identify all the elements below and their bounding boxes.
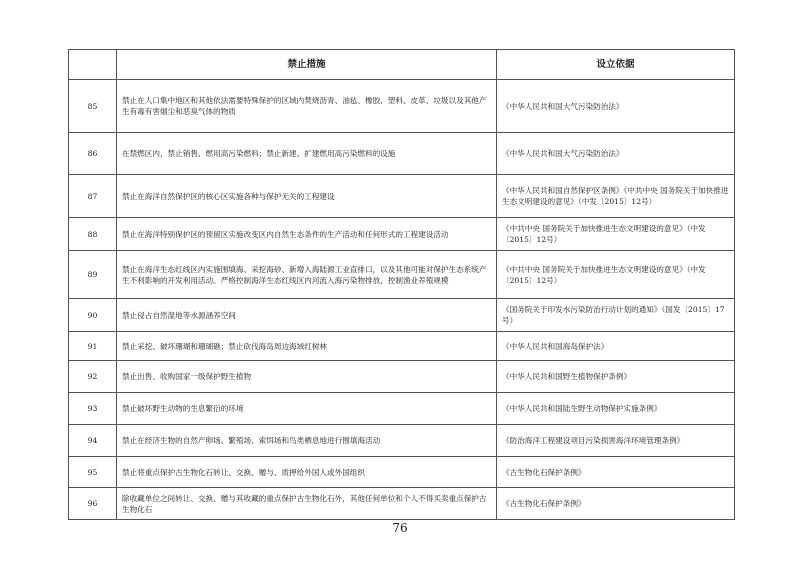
row-measure: 禁止在人口集中地区和其他依法需要特殊保护的区域内焚烧沥青、油毡、橡胶、塑料、皮革、垃圾以及其他产生有毒有害烟尘和恶臭气体的物质 [117, 80, 497, 133]
row-basis: 《中华人民共和国大气污染防治法》 [497, 133, 735, 175]
row-measure: 禁止在海洋生态红线区内实施围填海、采挖海砂、新增入海陆源工业直排口，以及其他可能对保护生态系统产生不利影响的开发利用活动。严格控制海洋生态红线区内河流入海污染物排放，控制渔业养殖规模 [117, 251, 497, 299]
row-number: 94 [69, 425, 117, 457]
row-number: 85 [69, 80, 117, 133]
header-basis: 设立依据 [497, 50, 735, 80]
row-measure: 禁止出售、收购国家一级保护野生植物 [117, 361, 497, 393]
prohibitions-table [68, 49, 735, 520]
row-number: 87 [69, 175, 117, 218]
table-row [69, 457, 735, 488]
table-row [69, 332, 735, 361]
table-row [69, 393, 735, 425]
row-basis: 《中华人民共和国陆生野生动物保护实施条例》 [497, 393, 735, 425]
row-number: 88 [69, 218, 117, 251]
row-basis: 《中华人民共和国大气污染防治法》 [497, 80, 735, 133]
row-number: 89 [69, 251, 117, 299]
page-number: 76 [392, 521, 408, 535]
row-number: 95 [69, 457, 117, 488]
row-basis: 《防治海洋工程建设项目污染损害海洋环境管理条例》 [497, 425, 735, 457]
row-number: 90 [69, 299, 117, 332]
row-measure: 禁止在海洋自然保护区的核心区实施各种与保护无关的工程建设 [117, 175, 497, 218]
row-basis: 《古生物化石保护条例》 [497, 457, 735, 488]
row-measure: 除收藏单位之间转让、交换、赠与其收藏的重点保护古生物化石外，其他任何单位和个人不得买卖重点保护古生物化石 [117, 488, 497, 520]
row-number: 93 [69, 393, 117, 425]
row-basis: 《中华人民共和国自然保护区条例》《中共中央 国务院关于加快推进生态文明建设的意见》（中发〔2015〕12号） [497, 175, 735, 218]
row-measure: 禁止采挖、破坏珊瑚和珊瑚礁；禁止砍伐海岛周边海域红树林 [117, 332, 497, 361]
table-row [69, 488, 735, 520]
row-number: 86 [69, 133, 117, 175]
row-basis: 《古生物化石保护条例》 [497, 488, 735, 520]
row-measure: 禁止将重点保护古生物化石转让、交换、赠与、质押给外国人或外国组织 [117, 457, 497, 488]
header-number [69, 50, 117, 80]
table-row [69, 175, 735, 218]
row-basis: 《中共中央 国务院关于加快推进生态文明建设的意见》（中发〔2015〕12号） [497, 251, 735, 299]
row-measure: 禁止破坏野生动物的生息繁衍的环境 [117, 393, 497, 425]
row-basis: 《中华人民共和国野生植物保护条例》 [497, 361, 735, 393]
table-row [69, 218, 735, 251]
table-row [69, 251, 735, 299]
table-row [69, 361, 735, 393]
row-measure: 在禁燃区内，禁止销售、燃用高污染燃料；禁止新建、扩建燃用高污染燃料的设施 [117, 133, 497, 175]
row-basis: 《国务院关于印发水污染防治行动计划的通知》（国发〔2015〕17号） [497, 299, 735, 332]
table-row [69, 299, 735, 332]
row-number: 92 [69, 361, 117, 393]
row-measure: 禁止在经济生物的自然产卵场、繁殖场、索饵场和鸟类栖息地进行围填海活动 [117, 425, 497, 457]
row-number: 96 [69, 488, 117, 520]
table-header-row [69, 50, 735, 80]
row-measure: 禁止在海洋特别保护区的预留区实施改变区内自然生态条件的生产活动和任何形式的工程建设活动 [117, 218, 497, 251]
row-measure: 禁止侵占自然湿地等水源涵养空间 [117, 299, 497, 332]
row-number: 91 [69, 332, 117, 361]
row-basis: 《中共中央 国务院关于加快推进生态文明建设的意见》（中发〔2015〕12号） [497, 218, 735, 251]
header-measure: 禁止措施 [117, 50, 497, 80]
table-row [69, 425, 735, 457]
table-row [69, 133, 735, 175]
row-basis: 《中华人民共和国海岛保护法》 [497, 332, 735, 361]
table-row [69, 80, 735, 133]
